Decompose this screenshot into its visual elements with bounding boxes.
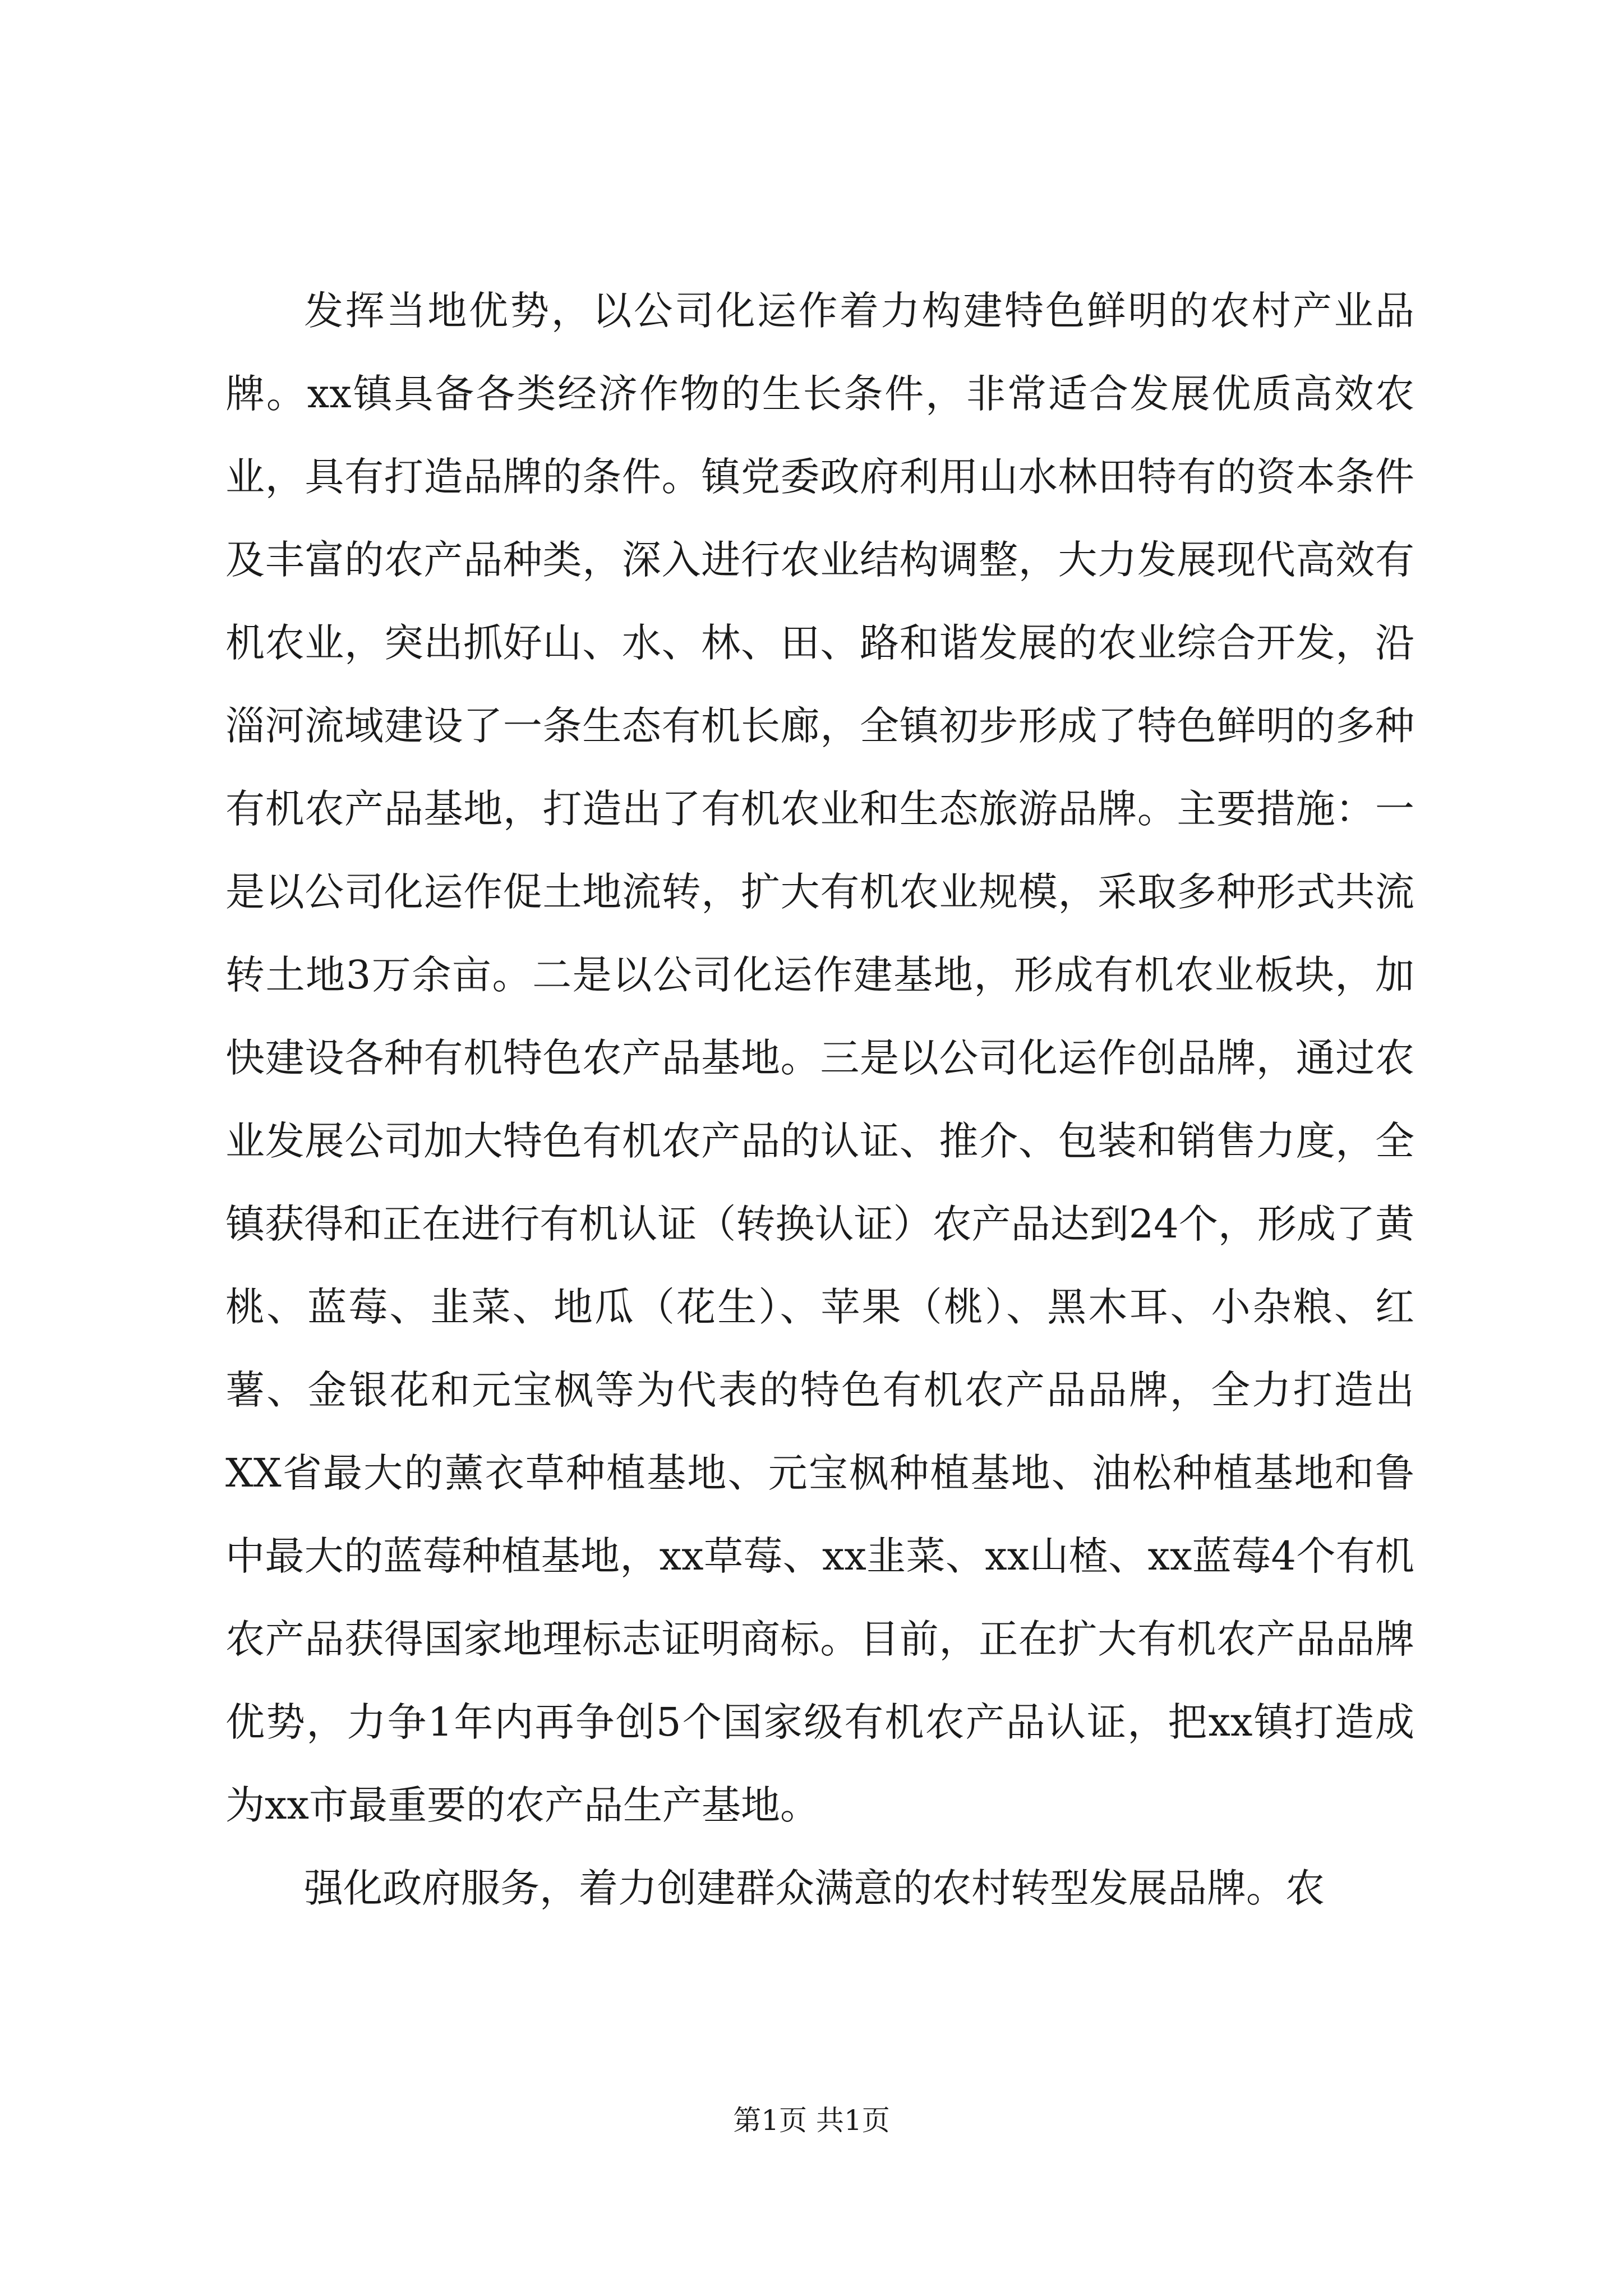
document-body	[225, 269, 1414, 1930]
paragraph-industry-brand: 发挥当地优势，以公司化运作着力构建特色鲜明的农村产业品牌。xx镇具备各类经济作物的生长条件，非常适合发展优质高效农业，具有打造品牌的条件。镇党委政府利用山水林田特有的资本条件及丰富的农产品种类，深入进行农业结构调整，大力发展现代高效有机农业，突出抓好山、水、林、田、路和谐发展的农业综合开发，沿淄河流域建设了一条生态有机长廊，全镇初步形成了特色鲜明的多种有机农产品基地，打造出了有机农业和生态旅游品牌。主要措施：一是以公司化运作促土地流转，扩大有机农业规模，采取多种形式共流转土地3万余亩。二是以公司化运作建基地，形成有机农业板块，加快建设各种有机特色农产品基地。三是以公司化运作创品牌，通过农业发展公司加大特色有机农产品的认证、推介、包装和销售力度，全镇获得和正在进行有机认证（转换认证）农产品达到24个，形成了黄桃、蓝莓、韭菜、地瓜（花生）、苹果（桃）、黑木耳、小杂粮、红薯、金银花和元宝枫等为代表的特色有机农产品品牌，全力打造出XX省最大的薰衣草种植基地、元宝枫种植基地、油松种植基地和鲁中最大的蓝莓种植基地，xx草莓、xx韭菜、xx山楂、xx蓝莓4个有机农产品获得国家地理标志证明商标。目前，正在扩大有机农产品品牌优势，力争1年内再争创5个国家级有机农产品认证，把xx镇打造成为xx市最重要的农产品生产基地。	[225, 288, 1414, 1828]
page-footer: 第1页 共1页	[733, 2104, 890, 2137]
paragraph-government-service: 强化政府服务，着力创建群众满意的农村转型发展品牌。农	[304, 1865, 1325, 1911]
